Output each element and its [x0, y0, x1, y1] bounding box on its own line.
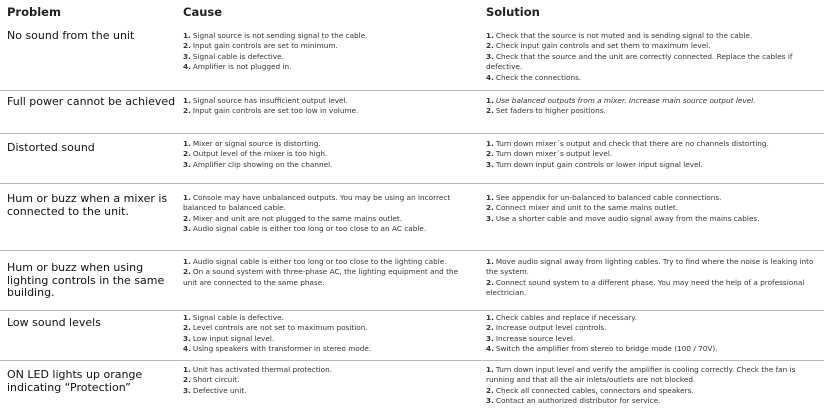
- solution-item: 1. Turn down mixer´s output and check that there are no channels distorting.: [486, 139, 769, 148]
- problem-cell: Hum or buzz when a mixer is connected to the unit.: [7, 192, 168, 218]
- solution-item: 2. Connect sound system to a different phase. You may need the help of a professional electrician.: [486, 277, 805, 298]
- cause-item: 2. On a sound system with three-phase AC, the lighting equipment and the unit are connected to the same phase.: [183, 267, 459, 287]
- solution-item: 2. Check input gain controls and set them to maximum level.: [486, 41, 711, 51]
- solution-item: 4. Switch the amplifier from stereo to bridge mode (100 / 70V).: [486, 344, 718, 354]
- cause-list: [183, 365, 468, 396]
- table-row: [0, 133, 824, 183]
- solution-item: 2. Increase output level controls.: [486, 323, 607, 333]
- solution-list: [486, 139, 816, 170]
- cause-item: 2. Output level of the mixer is too high.: [183, 149, 328, 159]
- table-header: [0, 5, 824, 21]
- cause-item: 2. Input gain controls are set too low in volume.: [183, 106, 359, 116]
- solution-item: 3. Use a shorter cable and move audio signal away from the mains cables.: [486, 213, 760, 223]
- header-solution: Solution: [486, 5, 540, 19]
- cause-item: 3. Defective unit.: [183, 385, 247, 395]
- table-row: [0, 310, 824, 360]
- cause-list: [183, 257, 468, 288]
- solution-list: [486, 313, 816, 355]
- cause-item: 4. Amplifier is not plugged in.: [183, 62, 292, 72]
- table-row: [0, 183, 824, 250]
- cause-item: 2. Level controls are not set to maximum position.: [183, 323, 368, 333]
- cause-item: 4. Using speakers with transformer in stereo mode.: [183, 344, 372, 354]
- solution-item: 1. See appendix for un-balanced to balanced cable connections.: [486, 193, 722, 202]
- table-row: [0, 360, 824, 414]
- solution-item: 3. Contact an authorized distributor for service.: [486, 396, 661, 406]
- solution-item: 2. Set faders to higher positions.: [486, 106, 606, 116]
- solution-list: [486, 257, 816, 299]
- cause-item: 1. Signal source is not sending signal to the cable.: [183, 31, 368, 40]
- cause-item: 3. Audio signal cable is either too long or too close to an AC cable.: [183, 224, 427, 234]
- table-row: [0, 90, 824, 133]
- solution-item: 3. Turn down input gain controls or lower input signal level.: [486, 159, 703, 169]
- solution-item: 3. Increase source level.: [486, 333, 576, 343]
- cause-item: 1. Console may have unbalanced outputs. You may be using an incorrect balanced to balanced cable.: [183, 193, 451, 213]
- cause-list: [183, 193, 468, 235]
- solution-item: 1. Check cables and replace if necessary.: [486, 313, 637, 322]
- cause-list: [183, 96, 468, 117]
- solution-item: 2. Check all connected cables, connectors and speakers.: [486, 385, 694, 395]
- solution-item: 1. Use balanced outputs from a mixer. Increase main source output level.: [486, 96, 756, 105]
- solution-item: 4. Check the connections.: [486, 72, 582, 82]
- solution-list: [486, 96, 816, 117]
- problem-cell: Hum or buzz when using lighting controls in the same building.: [7, 261, 165, 299]
- solution-item: 2. Turn down mixer´s output level.: [486, 149, 613, 159]
- cause-item: 3. Amplifier clip showing on the channel.: [183, 159, 333, 169]
- cause-item: 1. Audio signal cable is either too long or too close to the lighting cable.: [183, 257, 447, 266]
- problem-cell: Distorted sound: [7, 141, 95, 154]
- problem-cell: Low sound levels: [7, 316, 101, 329]
- solution-item: 1. Check that the source is not muted and is sending signal to the cable.: [486, 31, 753, 40]
- solution-list: [486, 31, 816, 83]
- cause-item: 3. Signal cable is defective.: [183, 51, 284, 61]
- cause-list: [183, 31, 468, 73]
- table-row: [0, 250, 824, 310]
- cause-item: 2. Input gain controls are set to minimum.: [183, 41, 338, 51]
- cause-item: 1. Mixer or signal source is distorting.: [183, 139, 321, 148]
- cause-item: 1. Signal cable is defective.: [183, 313, 284, 322]
- solution-item: 1. Turn down input level and verify the amplifier is cooling correctly. Check the fan is running and that all the air inlets/outlets are not blocked.: [486, 365, 796, 385]
- solution-list: [486, 193, 816, 224]
- solution-item: 3. Check that the source and the unit are correctly connected. Replace the cables if defective.: [486, 51, 793, 72]
- solution-list: [486, 365, 816, 407]
- problem-cell: Full power cannot be achieved: [7, 95, 176, 108]
- cause-list: [183, 139, 468, 170]
- header-cause: Cause: [183, 5, 223, 19]
- cause-item: 2. Mixer and unit are not plugged to the same mains outlet.: [183, 213, 403, 223]
- cause-item: 1. Signal source has insufficient output level.: [183, 96, 348, 105]
- cause-item: 1. Unit has activated thermal protection.: [183, 365, 333, 374]
- table-row: [0, 28, 824, 90]
- problem-cell: No sound from the unit: [7, 29, 135, 42]
- cause-list: [183, 313, 468, 355]
- problem-cell: ON LED lights up orange indicating “Protection”: [7, 368, 143, 394]
- solution-item: 2. Connect mixer and unit to the same mains outlet.: [486, 203, 679, 213]
- header-problem: Problem: [7, 5, 61, 19]
- cause-item: 2. Short circuit.: [183, 375, 240, 385]
- cause-item: 3. Low input signal level.: [183, 333, 275, 343]
- solution-item: 1. Move audio signal away from lighting cables. Try to find where the noise is leaking into the system.: [486, 257, 814, 277]
